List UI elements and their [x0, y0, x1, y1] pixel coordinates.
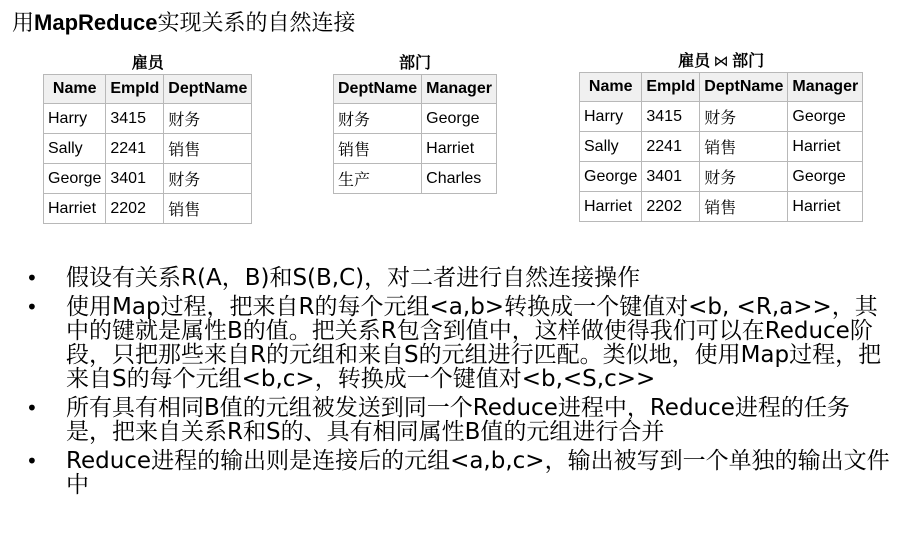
- table-cell: 财务: [700, 162, 788, 192]
- table-cell: 财务: [334, 104, 422, 134]
- table-header-row: [334, 75, 497, 104]
- table-cell: Harry: [580, 102, 642, 132]
- employee-table-block: [43, 52, 252, 224]
- column-header: EmpId: [642, 73, 700, 102]
- page-title-latin: MapReduce: [34, 10, 158, 35]
- table-cell: 财务: [164, 104, 252, 134]
- column-header: Manager: [422, 75, 497, 104]
- table-cell: Sally: [580, 132, 642, 162]
- column-header: Manager: [788, 73, 863, 102]
- table-cell: 销售: [334, 134, 422, 164]
- joined-table-block: [579, 50, 863, 222]
- table-row: [44, 164, 252, 194]
- bullet-dot-icon: •: [26, 449, 38, 473]
- table-cell: 3415: [642, 102, 700, 132]
- table-cell: Harriet: [44, 194, 106, 224]
- joined-caption-left: 雇员: [678, 51, 711, 70]
- column-header: EmpId: [106, 75, 164, 104]
- table-row: [44, 104, 252, 134]
- table-cell: George: [422, 104, 497, 134]
- department-table-caption: 部门: [398, 53, 431, 72]
- column-header: DeptName: [700, 73, 788, 102]
- column-header: DeptName: [164, 75, 252, 104]
- bullet-text: Reduce进程的输出则是连接后的元组<a,b,c>，输出被写到一个单独的输出文件中: [66, 448, 890, 498]
- natural-join-icon: ⋈: [713, 52, 729, 70]
- page-title: [12, 6, 356, 37]
- bullet-dot-icon: •: [26, 295, 38, 319]
- table-header-row: [44, 75, 252, 104]
- table-cell: Harriet: [788, 192, 863, 222]
- table-row: [44, 134, 252, 164]
- joined-caption-right: 部门: [732, 51, 765, 70]
- bullet-dot-icon: •: [26, 396, 38, 420]
- bullet-dot-icon: •: [26, 266, 38, 290]
- table-header-row: [580, 73, 863, 102]
- list-item: [24, 295, 894, 391]
- bullet-text: 所有具有相同B值的元组被发送到同一个Reduce进程中，Reduce进程的任务是，把来自关系R和S的、具有相同属性B值的元组进行合并: [66, 395, 850, 445]
- list-item: [24, 266, 894, 290]
- table-cell: 生产: [334, 164, 422, 194]
- table-cell: 销售: [164, 194, 252, 224]
- employee-table-caption: 雇员: [131, 53, 164, 72]
- table-cell: George: [788, 162, 863, 192]
- joined-table: [579, 72, 863, 222]
- table-row: [580, 132, 863, 162]
- table-row: [580, 102, 863, 132]
- list-item: [24, 449, 894, 497]
- table-row: [580, 192, 863, 222]
- table-cell: 2202: [106, 194, 164, 224]
- table-cell: Harriet: [788, 132, 863, 162]
- list-item: [24, 396, 894, 444]
- joined-table-caption: [579, 50, 863, 72]
- table-cell: Sally: [44, 134, 106, 164]
- column-header: Name: [44, 75, 106, 104]
- table-row: [580, 162, 863, 192]
- table-row: [334, 134, 497, 164]
- table-cell: George: [580, 162, 642, 192]
- table-row: [334, 164, 497, 194]
- bullet-list: [24, 266, 894, 502]
- page-title-prefix: 用: [12, 11, 35, 36]
- table-row: [44, 194, 252, 224]
- table-cell: Harriet: [580, 192, 642, 222]
- table-cell: Harriet: [422, 134, 497, 164]
- employee-table: [43, 74, 252, 224]
- table-cell: 2241: [106, 134, 164, 164]
- table-cell: 销售: [700, 192, 788, 222]
- table-cell: 3415: [106, 104, 164, 134]
- department-table: [333, 74, 497, 194]
- table-cell: 销售: [164, 134, 252, 164]
- column-header: DeptName: [334, 75, 422, 104]
- table-cell: George: [788, 102, 863, 132]
- table-cell: 财务: [700, 102, 788, 132]
- table-cell: Harry: [44, 104, 106, 134]
- bullet-text: 使用Map过程，把来自R的每个元组<a,b>转换成一个键值对<b, <R,a>>，其中的键就是属性B的值。把关系R包含到值中，这样做使得我们可以在Reduce阶段，只把那些来自R的元组和来自S的元组进行匹配。类似地，使用Map过程，把来自S的每个元组<b,c>，转换成一个键值对<b,<S,c>>: [66, 294, 882, 392]
- table-cell: Charles: [422, 164, 497, 194]
- table-cell: 财务: [164, 164, 252, 194]
- page-title-suffix: 实现关系的自然连接: [157, 11, 356, 36]
- table-row: [334, 104, 497, 134]
- department-table-block: [333, 52, 497, 194]
- bullet-text: 假设有关系R(A，B)和S(B,C)，对二者进行自然连接操作: [66, 265, 641, 291]
- table-cell: 2202: [642, 192, 700, 222]
- table-cell: 3401: [106, 164, 164, 194]
- table-cell: 销售: [700, 132, 788, 162]
- table-cell: 3401: [642, 162, 700, 192]
- table-cell: 2241: [642, 132, 700, 162]
- table-cell: George: [44, 164, 106, 194]
- column-header: Name: [580, 73, 642, 102]
